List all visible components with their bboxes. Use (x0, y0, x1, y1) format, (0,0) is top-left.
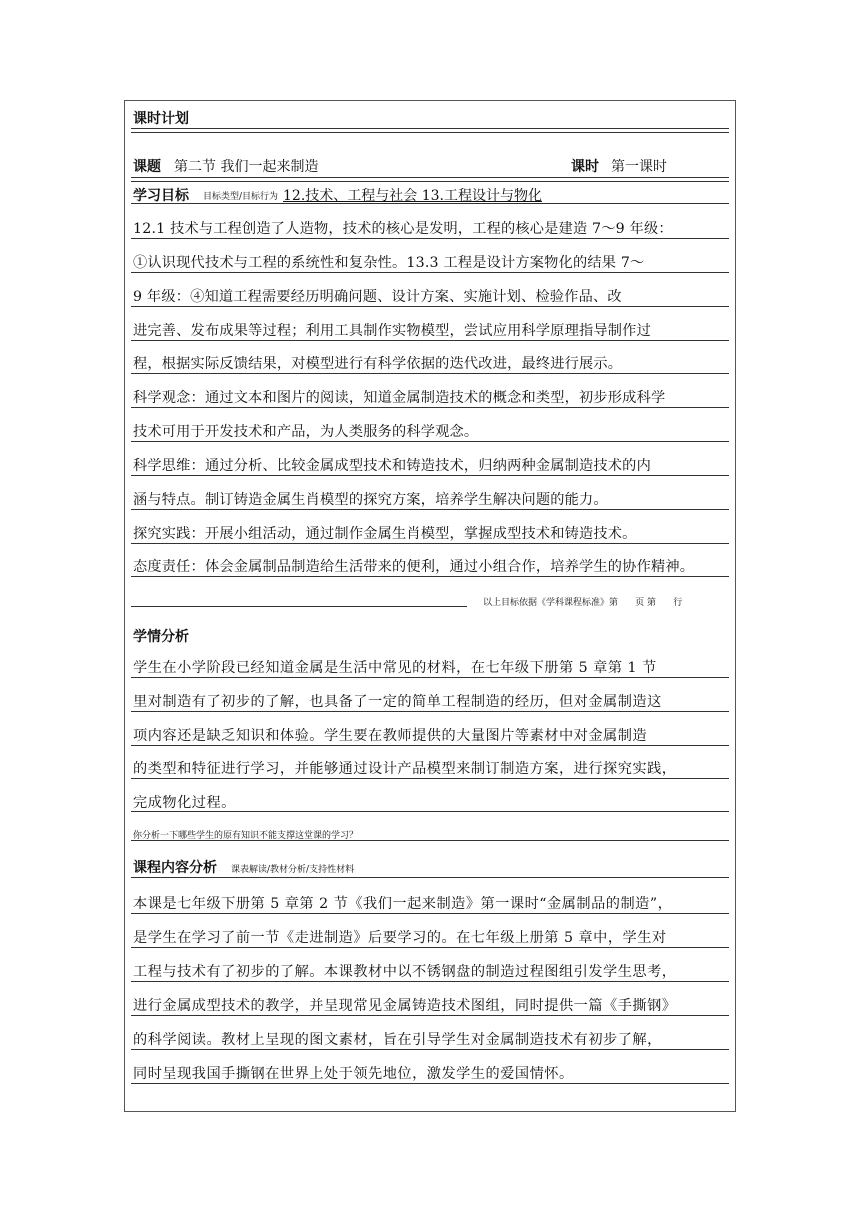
content-line: 同时呈现我国手撕钢在世界上处于领先地位，激发学生的爱国情怀。 (133, 1066, 574, 1082)
objective-line: 科学观念：通过文本和图片的阅读，知道金属制造技术的概念和类型，初步形成科学 (133, 390, 666, 406)
objective-line: 12.1 技术与工程创造了人造物，技术的核心是发明，工程的核心是建造 7～9 年级： (133, 221, 673, 237)
topic-value: 第二节 我们一起来制造 (174, 159, 319, 175)
objective-line: 态度责任：体会金属制品制造给生活带来的便利，通过小组合作，培养学生的协作精神。 (133, 559, 695, 575)
objective-line: 进完善、发布成果等过程；利用工具制作实物模型，尝试应用科学原理指导制作过 (133, 323, 651, 339)
objective-line: 技术可用于开发技术和产品，为人类服务的科学观念。 (133, 424, 479, 440)
objective-line: 科学思维：通过分析、比较金属成型技术和铸造技术，归纳两种金属制造技术的内 (133, 458, 651, 474)
content-analysis-sub: 课表解读/教材分析/支持性材料 (231, 865, 355, 875)
content-line: 本课是七年级下册第 5 章第 2 节《我们一起来制造》第一课时“金属制品的制造”， (133, 896, 673, 912)
content-analysis-header (131, 857, 729, 877)
objectives-codes: 12.技术、工程与社会 13.工程设计与物化 (283, 188, 542, 204)
objectives-header (131, 185, 729, 205)
learner-analysis-label: 学情分析 (133, 629, 189, 645)
learner-line: 里对制造有了初步的了解，也具备了一定的简单工程制造的经历，但对金属制造这 (133, 694, 662, 710)
objectives-label: 学习目标 (133, 188, 189, 204)
objectives-header-line (131, 203, 729, 204)
objective-line: 程，根据实际反馈结果，对模型进行有科学依据的迭代改进，最终进行展示。 (133, 356, 623, 372)
course-divider (131, 177, 729, 182)
lesson-value: 第一课时 (611, 159, 667, 175)
content-line: 工程与技术有了初步的了解。本课教材中以不锈钢盘的制造过程图组引发学生思考， (133, 964, 677, 980)
plan-title: 课时计划 (133, 111, 189, 127)
topic-label: 课题 (133, 159, 161, 175)
lesson-plan-frame (124, 100, 736, 1112)
content-line: 进行金属成型技术的教学，并呈现常见金属铸造技术图组，同时提供一篇《手撕钢》 (133, 998, 677, 1014)
objectives-sub: 目标类型/目标行为 (203, 192, 279, 202)
learner-line: 的类型和特征进行学习，并能够通过设计产品模型来制订制造方案，进行探究实践， (133, 761, 677, 777)
objective-line: ①认识现代技术与工程的系统性和复杂性。13.3 工程是设计方案物化的结果 7～ (133, 255, 645, 271)
content-line: 的科学阅读。教材上呈现的图文素材，旨在引导学生对金属制造技术有初步了解， (133, 1032, 662, 1048)
objectives-basis-note: 以上目标依据《学科课程标准》第 页 第 行 (483, 598, 683, 608)
objective-line: 涵与特点。制订铸造金属生肖模型的探究方案，培养学生解决问题的能力。 (133, 492, 608, 508)
learner-question: 你分析一下哪些学生的原有知识不能支撑这堂课的学习？ (133, 831, 359, 841)
course-row (131, 156, 729, 176)
learner-line: 完成物化过程。 (133, 795, 236, 811)
learner-line: 学生在小学阶段已经知道金属是生活中常见的材料，在七年级下册第 5 章第 1 节 (133, 660, 657, 676)
objective-line: 9 年级：④知道工程需要经历明确问题、设计方案、实施计划、检验作品、改 (133, 289, 622, 305)
learner-line: 项内容还是缺乏知识和体验。学生要在教师提供的大量图片等素材中对金属制造 (133, 728, 648, 744)
objective-line: 探究实践：开展小组活动，通过制作金属生肖模型，掌握成型技术和铸造技术。 (133, 526, 637, 542)
basis-line (131, 606, 467, 607)
title-divider (131, 128, 729, 133)
content-analysis-label: 课程内容分析 (133, 860, 217, 876)
lesson-label: 课时 (571, 159, 599, 175)
content-line: 是学生在学习了前一节《走进制造》后要学习的。在七年级上册第 5 章中，学生对 (133, 930, 667, 946)
